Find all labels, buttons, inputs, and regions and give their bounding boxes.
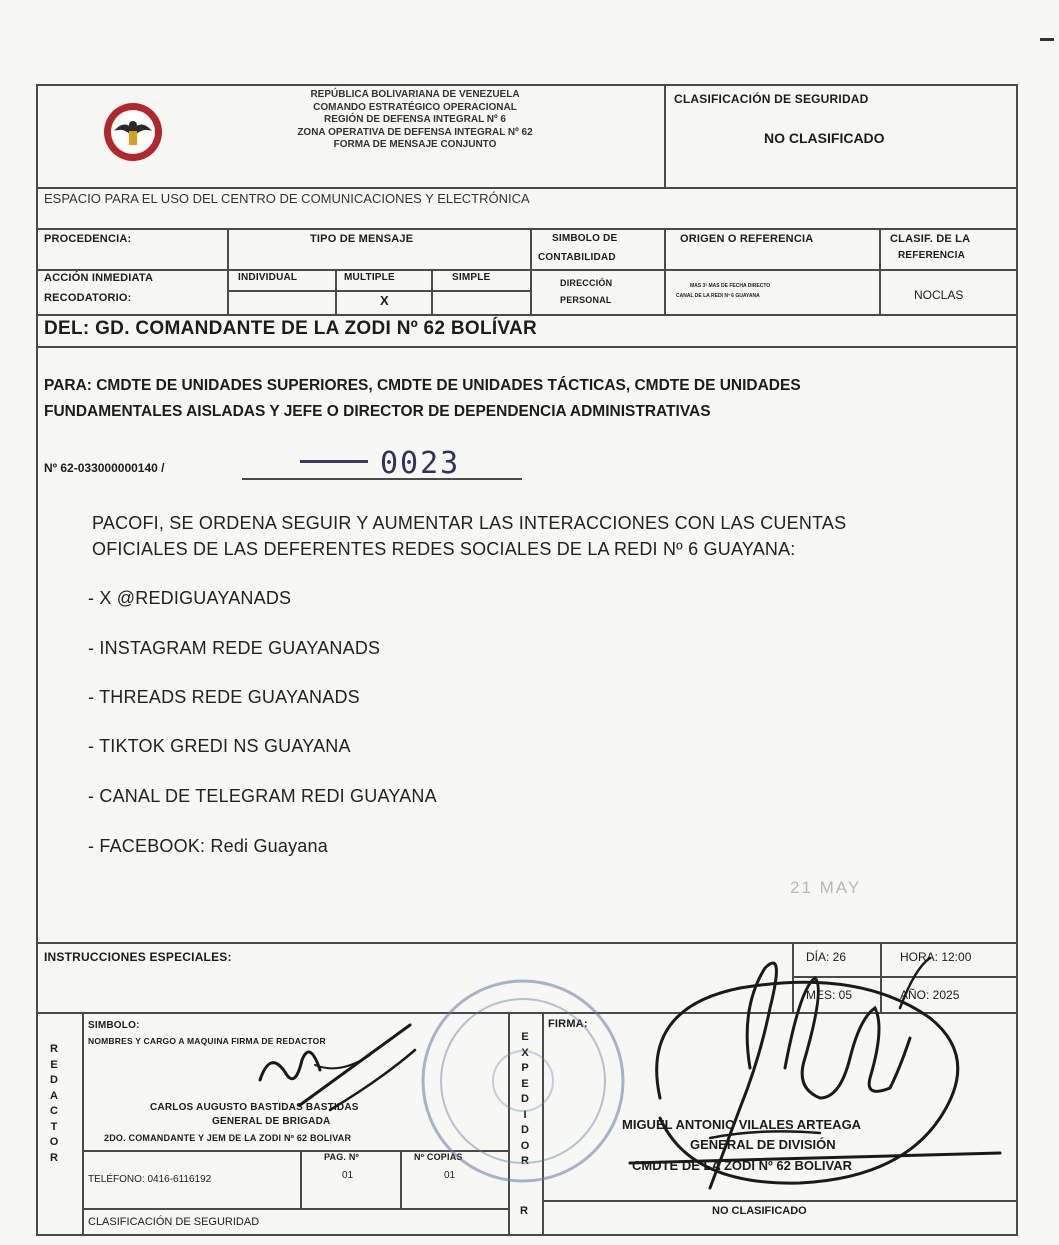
grid-col-3 [664,228,666,314]
faint-date-stamp: 21 MAY [790,878,862,897]
grid-col-1 [227,228,229,314]
redactor-letter: R [50,1043,58,1055]
origen-referencia-label: ORIGEN O REFERENCIA [680,233,814,245]
dia-field: DÍA: 26 [806,950,847,964]
special-instructions-label: INSTRUCCIONES ESPECIALES: [44,950,232,964]
redactor-phone-col-1 [300,1150,302,1208]
account-threads: - THREADS REDE GUAYANADS [88,687,360,707]
grid-mid-rule [36,269,1018,271]
direccion-label-2: PERSONAL [560,295,612,305]
redactor-strip-divider [82,1012,84,1236]
redactor-classification-label: CLASIFICACIÓN DE SEGURIDAD [88,1216,260,1228]
para-line-2: FUNDAMENTALES AISLADAS Y JEFE O DIRECTOR DE DEPENDENCIA ADMINISTRATIVAS [44,403,711,420]
redactor-role: 2DO. COMANDANTE Y JEM DE LA ZODI Nº 62 BOLIVAR [104,1133,352,1143]
expedidor-footer-classification: NO CLASIFICADO [712,1205,807,1217]
account-telegram: - CANAL DE TELEGRAM REDI GUAYANA [88,786,437,806]
redactor-vertical-label [48,1042,60,1166]
header-line-4: ZONA OPERATIVA DE DEFENSA INTEGRAL Nº 62 [297,126,533,138]
expedidor-bottom-letter: R [520,1205,529,1217]
para-line-1: PARA: CMDTE DE UNIDADES SUPERIORES, CMDTE DE UNIDADES TÁCTICAS, CMDTE DE UNIDADES [44,377,801,394]
multiple-label: MULTIPLE [344,272,395,283]
individual-label: INDIVIDUAL [238,272,298,283]
del-line: DEL: GD. COMANDANTE DE LA ZODI Nº 62 BOLÍVAR [44,318,538,339]
redactor-classification-rule [82,1208,508,1210]
security-classification-value: NO CLASIFICADO [764,130,885,146]
header-line-2: COMANDO ESTRATÉGICO OPERACIONAL [313,101,517,113]
firma-label: FIRMA: [548,1018,588,1030]
expedidor-rank: GENERAL DE DIVISIÓN [690,1137,836,1152]
account-x: - X @REDIGUAYANADS [88,588,292,608]
del-rule [36,346,1018,348]
account-tiktok: - TIKTOK GREDI NS GUAYANA [88,736,351,756]
expedidor-letter: R [521,1155,529,1167]
redactor-name: CARLOS AUGUSTO BASTIDAS BASTIDAS [150,1102,359,1113]
header-bottom-rule [36,187,1018,189]
message-line-2: OFICIALES DE LAS DEFERENTES REDES SOCIALES DE LA REDI Nº 6 GUAYANA: [92,539,796,559]
pag-value: 01 [342,1170,354,1181]
redactor-rank: GENERAL DE BRIGADA [212,1116,331,1127]
account-instagram: - INSTAGRAM REDE GUAYANADS [88,638,381,658]
grid-sub-rule [227,290,530,292]
multiple-checkmark: X [380,293,389,308]
tipo-mensaje-label: TIPO DE MENSAJE [310,233,414,245]
message-number-prefix: Nº 62-033000000140 / [44,461,165,475]
expedidor-role: CMDTE DE LA ZODI Nº 62 BOLIVAR [632,1158,852,1173]
expedidor-letter: D [521,1124,529,1136]
grid-col-2 [530,228,532,314]
expedidor-letter: X [521,1046,529,1059]
official-seal-stamp [418,976,628,1186]
redactor-letter: O [49,1136,59,1148]
handwritten-dash [300,460,368,469]
header-text [205,89,625,152]
simbolo-contabilidad-label-2: CONTABILIDAD [538,252,616,263]
expedidor-letter: E [521,1031,529,1043]
grid-col-4 [879,228,881,314]
account-facebook: - FACEBOOK: Redi Guayana [88,836,328,856]
expedidor-name: MIGUEL ANTONIO VILALES ARTEAGA [622,1117,862,1132]
procedencia-label: PROCEDENCIA: [44,233,132,245]
expedidor-letter: O [520,1139,530,1152]
header-divider [664,84,666,188]
clasif-referencia-value: NOCLAS [914,288,964,302]
origen-small-line-1: MAS 3ª MAS DE FECHA DIRECTO [690,283,771,289]
direccion-label-1: DIRECCIÓN [560,278,613,288]
clasif-referencia-label-1: CLASIF. DE LA [890,233,971,245]
redactor-letter: E [50,1058,58,1071]
header-line-5: FORMA DE MENSAJE CONJUNTO [333,139,497,151]
simbolo-label: SIMBOLO: [88,1020,140,1031]
redactor-letter: D [50,1074,58,1086]
simple-label: SIMPLE [452,272,491,283]
expedidor-letter: D [521,1093,529,1105]
clasif-referencia-label-2: REFERENCIA [898,250,966,261]
expedidor-footer-rule [542,1200,1018,1202]
nombres-cargo-label: NOMBRES Y CARGO A MAQUINA FIRMA DE REDACTOR [88,1036,326,1046]
comms-space-label: ESPACIO PARA EL USO DEL CENTRO DE COMUNICACIONES Y ELECTRÓNICA [44,191,530,206]
redactor-letter: C [50,1105,58,1117]
expedidor-signature [600,948,1010,1228]
accion-inmediata-label: ACCIÓN INMEDIATA [44,272,154,284]
message-number-handwritten: 0023 [380,446,461,481]
message-line-1: PACOFI, SE ORDENA SEGUIR Y AUMENTAR LAS INTERACCIONES CON LAS CUENTAS [92,513,847,533]
origen-small-line-2: CANAL DE LA REDI Nº 6 GUAYANA [676,293,760,299]
zodi-logo [102,101,164,163]
copias-label: Nº COPIAS [414,1152,463,1162]
security-classification-label: CLASIFICACIÓN DE SEGURIDAD [674,92,869,106]
ano-field: AÑO: 2025 [900,988,960,1002]
hora-field: HORA: 12:00 [900,950,972,964]
redactor-telefono: TELÉFONO: 0416-6116192 [88,1174,212,1185]
recordatorio-label: RECODATORIO: [44,292,132,304]
redactor-phone-col-2 [400,1150,402,1208]
redactor-letter: R [50,1151,58,1164]
pag-label: PAG. Nº [324,1152,360,1162]
redactor-letter: T [50,1120,58,1133]
expedidor-letter: E [521,1077,529,1090]
special-instructions-rule [36,942,1018,944]
expedidor-letter: I [523,1108,527,1121]
redactor-letter: A [50,1089,58,1102]
comms-space-rule [36,228,1018,230]
corner-mark [1040,38,1054,41]
header-line-3: REGIÓN DE DEFENSA INTEGRAL Nº 6 [323,114,506,126]
grid-bottom-rule [36,314,1018,316]
copias-value: 01 [444,1170,456,1181]
header-line-1: REPÚBLICA BOLIVARIANA DE VENEZUELA [310,89,520,100]
simbolo-contabilidad-label-1: SIMBOLO DE [552,233,618,244]
expedidor-letter: P [521,1062,529,1074]
mes-field: MES: 05 [806,988,853,1002]
